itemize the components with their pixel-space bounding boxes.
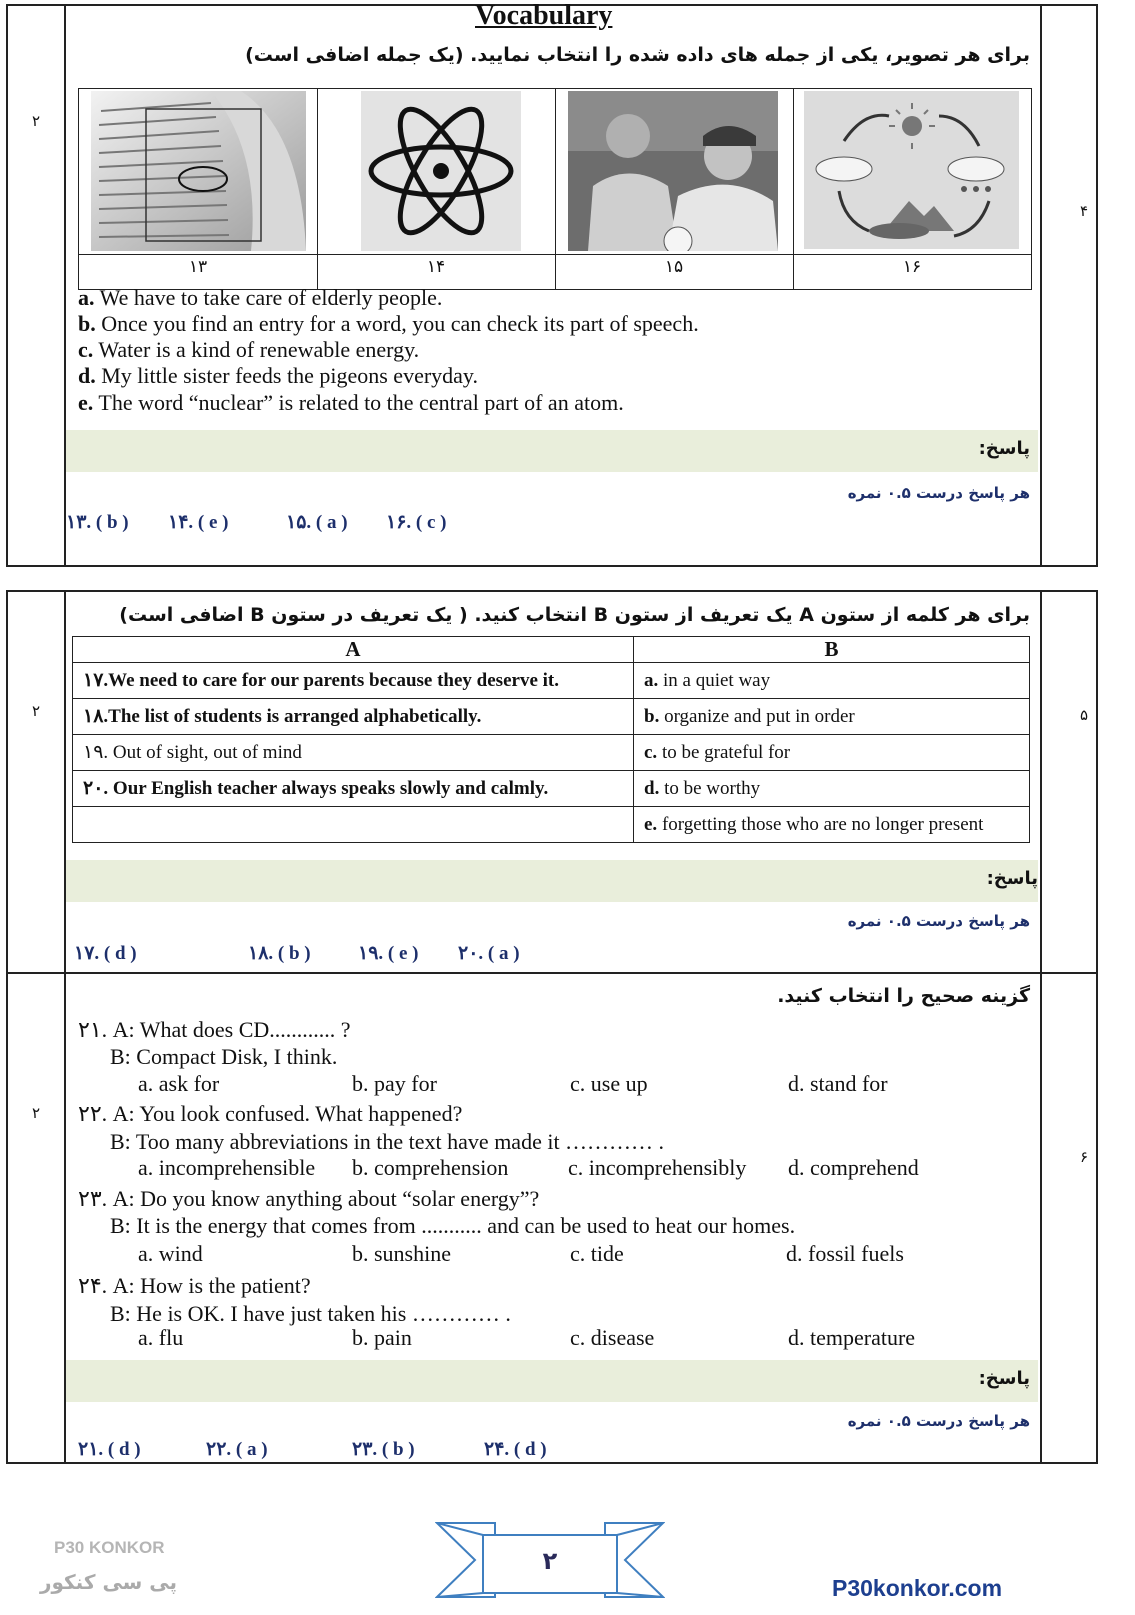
score-cell: ۲ bbox=[32, 702, 41, 720]
option-21b: b. pay for bbox=[352, 1071, 437, 1096]
image-label-13: ۱۳ bbox=[188, 257, 208, 277]
logo bbox=[40, 1530, 200, 1610]
row-a-18: ۱۸.The list of students is arranged alphabetically. bbox=[73, 699, 634, 735]
column-b-header: B bbox=[634, 637, 1030, 663]
option-23b: b. sunshine bbox=[352, 1241, 451, 1266]
sentence-d: d. My little sister feeds the pigeons everyday. bbox=[78, 363, 478, 388]
website-link[interactable]: P30konkor.com bbox=[832, 1575, 1003, 1601]
question-number: ۴ bbox=[1080, 202, 1089, 220]
instruction: برای هر تصویر، یکی از جمله های داده شده را انتخاب نمایید. (یک جمله اضافی است) bbox=[245, 44, 1030, 66]
answer-22: ۲۲. ( a ) bbox=[206, 1439, 268, 1460]
answer-17: ۱۷. ( d ) bbox=[74, 943, 137, 964]
question-23: ۲۳. A: Do you know anything about “solar energy”? bbox=[78, 1186, 540, 1211]
row-b-a: a. in a quiet way bbox=[634, 663, 1030, 699]
image-label-14: ۱۴ bbox=[426, 257, 446, 277]
option-21c: c. use up bbox=[570, 1071, 648, 1096]
dictionary-photo bbox=[91, 91, 306, 251]
question-24: ۲۴. A: How is the patient? bbox=[78, 1273, 311, 1298]
row-a-17: ۱۷.We need to care for our parents because they deserve it. bbox=[73, 663, 634, 699]
option-21a: a. ask for bbox=[138, 1071, 220, 1096]
answer-label: پاسخ: bbox=[978, 1368, 1030, 1389]
row-b-c: c. to be grateful for bbox=[634, 735, 1030, 771]
sentence-b: b. Once you find an entry for a word, you can check its part of speech. bbox=[78, 311, 699, 336]
question-number: ۶ bbox=[1080, 1148, 1089, 1166]
question-21-answer: B: Compact Disk, I think. bbox=[110, 1044, 338, 1069]
page-number-badge bbox=[435, 1515, 665, 1605]
answer-bar bbox=[66, 430, 1038, 472]
page-number: ۲ bbox=[542, 1547, 558, 1575]
column-a-header: A bbox=[73, 637, 634, 663]
answer-label: پاسخ: bbox=[986, 868, 1038, 889]
atom-icon bbox=[361, 91, 521, 251]
option-22d: d. comprehend bbox=[788, 1155, 919, 1180]
elderly-men-photo bbox=[568, 91, 778, 251]
answer-21: ۲۱. ( d ) bbox=[78, 1439, 141, 1460]
option-24a: a. flu bbox=[138, 1325, 184, 1350]
question-block-4 bbox=[6, 0, 1098, 567]
option-21d: d. stand for bbox=[788, 1071, 888, 1096]
row-b-d: d. to be worthy bbox=[634, 771, 1030, 807]
water-cycle-icon bbox=[804, 91, 1019, 249]
question-22: ۲۲. A: You look confused. What happened? bbox=[78, 1101, 463, 1126]
answer-18: ۱۸. ( b ) bbox=[248, 943, 311, 964]
answer-label: پاسخ: bbox=[978, 438, 1030, 459]
question-23-answer: B: It is the energy that comes from ........... and can be used to heat our homes. bbox=[110, 1213, 796, 1238]
question-number: ۵ bbox=[1080, 706, 1089, 724]
answer-15: ۱۵. ( a ) bbox=[286, 512, 348, 533]
option-22a: a. incomprehensible bbox=[138, 1155, 316, 1180]
instruction: گزینه صحیح را انتخاب کنید. bbox=[777, 985, 1030, 1007]
option-24b: b. pain bbox=[352, 1325, 412, 1350]
row-a-19: ۱۹. Out of sight, out of mind bbox=[73, 735, 634, 771]
points-note: هر پاسخ درست ۰.۵ نمره bbox=[847, 912, 1030, 930]
row-b-e: e. forgetting those who are no longer present bbox=[634, 807, 1030, 843]
option-24c: c. disease bbox=[570, 1325, 655, 1350]
score-cell: ۲ bbox=[32, 1104, 41, 1122]
logo-text-fa: پی سی کنکور bbox=[40, 1570, 178, 1594]
question-block-5-6 bbox=[6, 590, 1098, 1464]
answer-bar bbox=[66, 1360, 1038, 1402]
option-23a: a. wind bbox=[138, 1241, 203, 1266]
points-note: هر پاسخ درست ۰.۵ نمره bbox=[847, 484, 1030, 502]
option-24d: d. temperature bbox=[788, 1325, 916, 1350]
answer-bar bbox=[66, 860, 1038, 902]
instruction: برای هر کلمه از ستون A یک تعریف از ستون B انتخاب کنید. ( یک تعریف در ستون B اضافی است) bbox=[119, 604, 1030, 626]
question-21: ۲۱. A: What does CD............ ? bbox=[78, 1017, 351, 1042]
sentence-a: a. We have to take care of elderly people. bbox=[78, 285, 443, 310]
logo-text-en: P30 KONKOR bbox=[54, 1538, 165, 1557]
option-23c: c. tide bbox=[570, 1241, 624, 1266]
row-b-b: b. organize and put in order bbox=[634, 699, 1030, 735]
question-24-answer: B: He is OK. I have just taken his ………… . bbox=[110, 1301, 511, 1326]
answer-20: ۲۰. ( a ) bbox=[458, 943, 520, 964]
sentence-e: e. The word “nuclear” is related to the central part of an atom. bbox=[78, 390, 624, 415]
question-22-answer: B: Too many abbreviations in the text have made it ………… . bbox=[110, 1129, 665, 1154]
answer-24: ۲۴. ( d ) bbox=[484, 1439, 547, 1460]
row-a-20: ۲۰. Our English teacher always speaks slowly and calmly. bbox=[73, 771, 634, 807]
score-cell: ۲ bbox=[32, 112, 41, 130]
option-22c: c. incomprehensibly bbox=[568, 1155, 747, 1180]
option-23d: d. fossil fuels bbox=[786, 1241, 904, 1266]
image-label-16: ۱۶ bbox=[902, 257, 922, 277]
section-title: Vocabulary bbox=[475, 0, 613, 31]
image-label-15: ۱۵ bbox=[664, 257, 684, 277]
answer-16: ۱۶. ( c ) bbox=[386, 512, 447, 533]
answer-23: ۲۳. ( b ) bbox=[352, 1439, 415, 1460]
row-a-empty bbox=[73, 807, 634, 843]
option-22b: b. comprehension bbox=[352, 1155, 509, 1180]
image-table bbox=[78, 88, 1032, 290]
answer-19: ۱۹. ( e ) bbox=[358, 943, 419, 964]
answer-13: ۱۳. ( b ) bbox=[66, 512, 129, 533]
sentence-c: c. Water is a kind of renewable energy. bbox=[78, 337, 420, 362]
answer-14: ۱۴. ( e ) bbox=[168, 512, 229, 533]
matching-table bbox=[72, 636, 1030, 843]
points-note: هر پاسخ درست ۰.۵ نمره bbox=[847, 1412, 1030, 1430]
